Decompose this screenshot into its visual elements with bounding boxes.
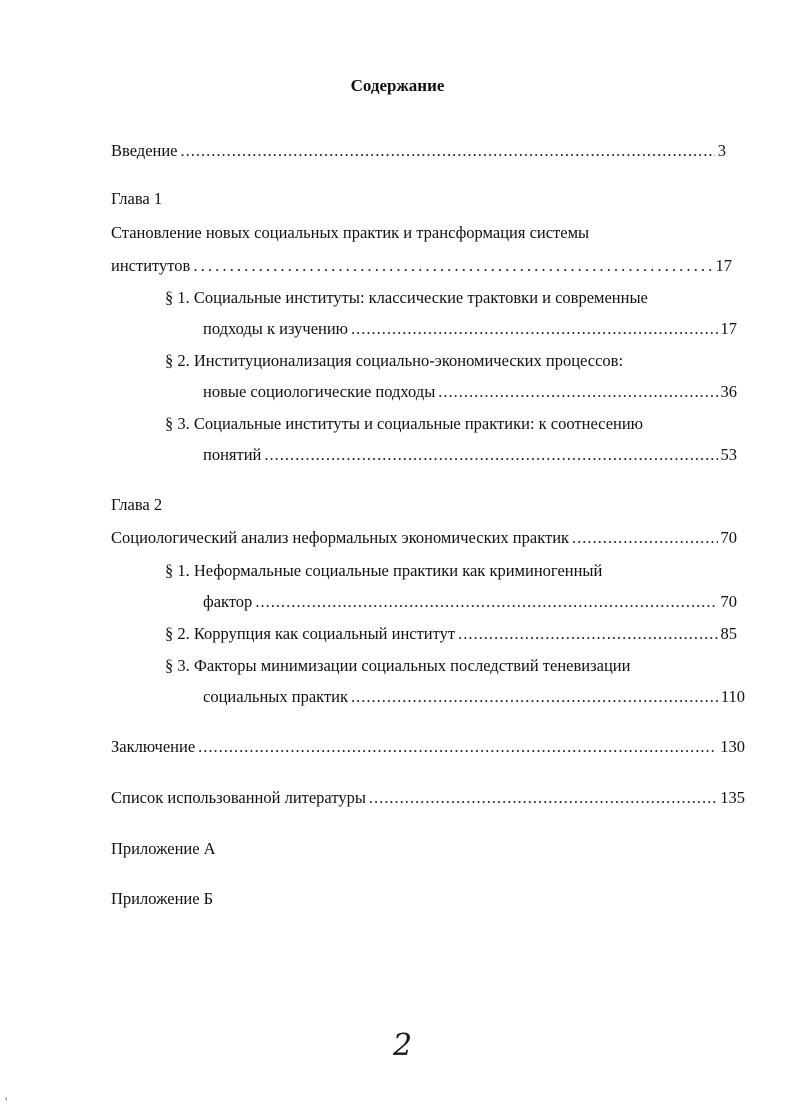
toc-entry-page: 70	[720, 592, 737, 611]
toc-entry-page: 17	[715, 256, 732, 275]
toc-entry-bibliography	[111, 787, 745, 809]
chapter2-title: Социологический анализ неформальных экономических практик	[111, 528, 570, 547]
chapter1-heading: Глава 1	[111, 189, 163, 208]
dot-leader	[438, 381, 717, 403]
toc-entry-page: 130	[720, 737, 745, 756]
ch1-section2-line1: § 2. Институционализация социально-экономических процессов:	[165, 351, 624, 370]
ch1-section1-line2: подходы к изучению	[203, 319, 349, 338]
dot-leader	[351, 686, 718, 708]
toc-entry-conclusion	[111, 736, 745, 758]
page-title: Содержание	[350, 76, 445, 95]
ch2-section3-line1: § 3. Факторы минимизации социальных последствий теневизации	[165, 656, 631, 675]
toc-entry-page: 85	[720, 624, 737, 643]
dot-leader	[458, 623, 717, 645]
ch2-section1-line1: § 1. Неформальные социальные практики как криминогенный	[165, 561, 603, 580]
dot-leader	[351, 318, 717, 340]
dot-leader	[198, 736, 717, 758]
toc-entry-label: Заключение	[111, 737, 196, 756]
dot-leader	[181, 140, 715, 162]
ch2-section2-line1: § 2. Коррупция как социальный институт	[165, 624, 456, 643]
toc-entry-ch1-section2	[203, 381, 737, 403]
toc-entry-page: 3	[717, 141, 726, 160]
chapter1-title-line2: институтов	[111, 256, 191, 275]
dot-leader	[255, 591, 717, 613]
chapter2-heading: Глава 2	[111, 495, 163, 514]
toc-entry-label: Список использованной литературы	[111, 788, 366, 807]
toc-entry-ch1-section1	[203, 318, 737, 340]
ch2-section3-line2: социальных практик	[203, 687, 349, 706]
toc-entry-chapter2	[111, 527, 737, 549]
toc-entry-page: 36	[720, 382, 737, 401]
toc-entry-chapter1	[111, 255, 732, 277]
dot-leader	[572, 527, 717, 549]
toc-entry-page: 70	[720, 528, 737, 547]
ch1-section2-line2: новые социологические подходы	[203, 382, 436, 401]
dot-leader	[193, 255, 712, 277]
ch1-section3-line2: понятий	[203, 445, 262, 464]
handwritten-page-number: 2	[393, 1028, 413, 1063]
ch1-section3-line1: § 3. Социальные институты и социальные практики: к соотнесению	[165, 414, 644, 433]
toc-entry-page: 110	[720, 687, 745, 706]
toc-entry-appendix-a: Приложение А	[111, 839, 216, 858]
toc-entry-appendix-b: Приложение Б	[111, 889, 214, 908]
ch1-section1-line1: § 1. Социальные институты: классические трактовки и современные	[165, 288, 648, 307]
scan-artifact: ‹	[5, 1094, 8, 1103]
toc-entry-intro	[111, 140, 726, 162]
toc-entry-page: 17	[720, 319, 737, 338]
dot-leader	[369, 787, 717, 809]
toc-entry-ch2-section3	[203, 686, 745, 708]
toc-entry-ch1-section3	[203, 444, 737, 466]
toc-entry-label: Введение	[111, 141, 178, 160]
toc-entry-ch2-section1	[203, 591, 737, 613]
toc-entry-page: 135	[720, 788, 745, 807]
toc-entry-ch2-section2	[165, 623, 737, 645]
ch2-section1-line2: фактор	[203, 592, 253, 611]
dot-leader	[264, 444, 717, 466]
toc-entry-page: 53	[720, 445, 737, 464]
chapter1-title-line1: Становление новых социальных практик и трансформация системы	[111, 223, 590, 242]
